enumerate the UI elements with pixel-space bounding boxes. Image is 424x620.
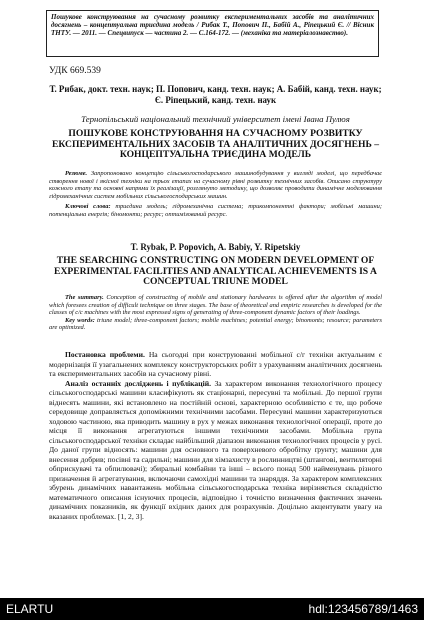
authors-en: T. Rybak, P. Popovich, A. Babiy, Y. Ripetskiy xyxy=(130,242,301,252)
keywords-ua-text: триєдина модель; гідромеханічна система; трикомпонентні фактори; мобільні машини; потенціальна енергія; біномонти; ресурс; оптимізований ресурс. xyxy=(49,203,382,218)
analysis-heading: Аналіз останніх досліджень і публікацій. xyxy=(65,378,211,388)
keywords-en xyxy=(49,317,382,332)
keywords-ua xyxy=(49,203,382,218)
problem-text: На сьогодні при конструюванні мобільної с/г техніки актуальним є модернізація її узагальнених комплексу конструкторських робіт з урахуванням аналітичних досягнень та експериментальних засобів на сучасному рівні. xyxy=(49,350,382,378)
authors-ua: Т. Рибак, докт. техн. наук; П. Попович, канд. техн. наук; А. Бабій, канд. техн. наук; Є. Ріпецький, канд. техн. наук xyxy=(49,84,382,105)
body-text xyxy=(49,350,382,521)
abstract-ua-label: Резюме. xyxy=(65,170,88,177)
title-en: THE SEARCHING CONSTRUCTING ON MODERN DEVELOPMENT OF EXPERIMENTAL FACILITIES AND ANALYTICAL ACHIEVEMENTS IS A CONCEPTUAL TRIUNE MODEL xyxy=(54,255,377,288)
abstract-en xyxy=(49,294,382,332)
abstract-ua xyxy=(49,170,382,219)
abstract-en-text: Conception of constructing of mobile and stationary hardwares is offered after the algorithm of model which foresees creation of difficult technique on three stages. The base of theoretical and empiric researches is developed for the classes of c/c machines with the most expressed signs of generating of three-component dynamic factors of their loadings. xyxy=(49,294,382,317)
abstract-ua-text: Запропоновано концепцію сільськогосподарського машинобудування у вигляді моделі, що передбачає створення нової і якісної техніки на трьох етапах на сучасному рівні розвитку технічних засобів. Описано структуру кожного етапу та основні напрями їх реалізації, розглянуто методику, що дозволяє проводити динамічне моделювання гідромеханічних систем мобільних сільськогосподарських машин. xyxy=(49,170,382,200)
analysis-text: За характером виконання технологічного процесу сільськогосподарські машини класифікують як стаціонарні, пересувні та мобільні. До першої групи віднесять машини, які встановлено на постійній основі, характерною особливістю є те, що робоче середовище доправляється допоміжними технічними засобами. Пересувні машини характеризуються ходовою частиною, яка приводить машину в рух у межах виконання технологічної операції, проте до місця її виконання агрегатуються іншими технічними засобами. Мобільна група сільськогосподарської техніки складає найбільший діапазон виконання технологічних процесів у русі. До даної групи відносять: машини для основного та поверхневого обробітку ґрунту; машини для внесення добрив; посівні та садильні; машини для хімзахисту в рослинництві (штангові, вентиляторні обприскувачі та обпилювачі); збиральні комбайни та інші – всього понад 500 найменувань різного призначення й агрегатування, включаючи самохідні машини та знаряддя. За характером комплексних збурень динамічних навантажень мобільна сільськогосподарська техніка вирізняється складністю математичного описання існуючих процесів, відповідно і точністю визначення фактичних значень динамічних показників, як функції вхідних даних для розрахунків. Доцільно акцентувати увагу на вказаних проблемах. [1, 2, 3]. xyxy=(49,378,382,521)
abstract-en-summary xyxy=(49,294,382,317)
abstract-en-label: The summary. xyxy=(65,294,104,301)
repository-name: ELARTU xyxy=(6,602,54,616)
keywords-en-text: triune model; three-component factors; mobile machines; potential energy; binomonts; resource; parameters are optimized. xyxy=(49,316,382,332)
paragraph-problem xyxy=(49,350,382,379)
abstract-ua-summary xyxy=(49,170,382,200)
keywords-ua-label: Ключові слова: xyxy=(65,203,111,211)
affiliation: Тернопільський національний технічний університет імені Івана Пулюя xyxy=(81,114,350,124)
udk-code: УДК 669.539 xyxy=(49,66,101,76)
handle-id: hdl:123456789/1463 xyxy=(308,602,418,616)
keywords-en-label: Key words: xyxy=(65,316,95,324)
paragraph-analysis xyxy=(49,379,382,522)
problem-heading: Постановка проблеми. xyxy=(65,350,145,359)
title-ua: ПОШУКОВЕ КОНСТРУЮВАННЯ НА СУЧАСНОМУ РОЗВИТКУ ЕКСПЕРИМЕНТАЛЬНИХ ЗАСОБІВ ТА АНАЛІТИЧНИХ ДОСЯГНЕНЬ – КОНЦЕПТУАЛЬНА ТРИЄДИНА МОДЕЛЬ xyxy=(51,128,380,161)
citation-box: Пошукове конструювання на сучасному розвитку експериментальних засобів та аналітичних досягнень – концептуальна триєдина модель / Рибак Т., Попович П., Бабій А., Ріпецький Є. // Вісник ТНТУ. — 2011. — Спецвипуск — частина 2. — С.164-172. — (механіка та матеріалознавство). xyxy=(46,10,379,57)
repository-footer-bar xyxy=(0,598,424,620)
